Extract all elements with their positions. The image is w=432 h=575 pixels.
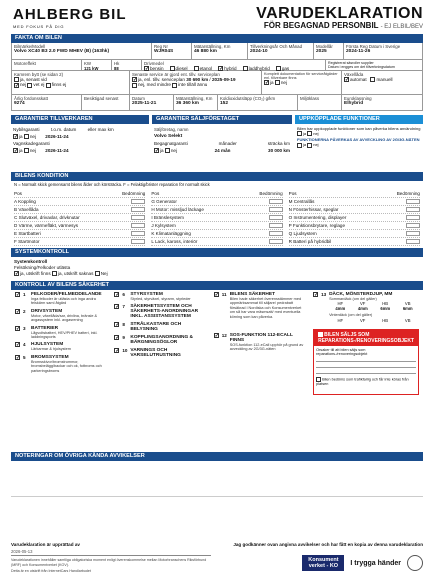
fuel-label: bensin [150, 66, 164, 71]
gear-manual-checkbox[interactable] [370, 77, 375, 82]
tire-depth: 6mm [380, 306, 391, 312]
system-control: Systemkontroll Felsökning/Felkoder utlästa ✓ja, utskrift finns ja, utskrift saknas Nej [11, 257, 423, 281]
condition-rating-field[interactable] [406, 231, 420, 236]
fact-cell: Modellår 2025 [314, 43, 344, 60]
used-warranty-no-checkbox[interactable] [165, 148, 170, 153]
fact-cell: Miljöklass [298, 95, 342, 111]
condition-rating-field[interactable] [406, 199, 420, 204]
condition-rating-field[interactable] [131, 215, 145, 220]
page-title: VARUDEKLARATION [256, 5, 423, 22]
safety-checkbox[interactable] [15, 292, 20, 297]
condition-item: J Kylsystem [151, 222, 282, 230]
safety-checkbox[interactable] [114, 292, 119, 297]
condition-item: N Fönsterhissar, speglar [289, 206, 420, 214]
safety-item: ✓ 6 STYRSYSTEM Styrled, styrväxel, styrarm, styrleder [114, 292, 205, 301]
tire-depth: 6mm [402, 306, 413, 312]
used-warranty-yes-checkbox[interactable] [154, 148, 159, 153]
safety-checkbox[interactable] [15, 326, 20, 331]
printout-yes-checkbox[interactable] [14, 271, 19, 276]
fuel-label: diesel [175, 66, 188, 71]
belt-unknown-checkbox[interactable] [27, 83, 32, 88]
condition-item: O Instrumentering, displayer [289, 214, 420, 222]
condition-rating-field[interactable] [131, 239, 145, 244]
condition-grid: Pos Bedömning A Koppling B Växellåda C Slutväxel, drivaxlar, drivknutar D Värme, värmefläkt, värmesys E Startbatteri F Startmotor Pos Bedömning G Generator H Motor: missljud läckage I Bränslesystem J Kylsystem K Klimatanläggning L Lack, kaross, interiör Pos Bedömning M Centrallås N Fönsterhissar, speglar O Instrumentering, displayer P Funktionsbrytare, reglage Q Ljudsystem R Batteri på hybridbil [14, 191, 420, 244]
fact-cell: Tillverkningsår Och Månad 2024-10 [248, 43, 314, 60]
fuel-label: gas [281, 66, 290, 71]
condition-item: L Lack, kaross, interiör [151, 238, 282, 246]
condition-rating-field[interactable] [406, 207, 420, 212]
signature-footer: Varudeklaration är upprättad av Jag godkänner ovan angivna avvikelser och har fått en kopia av denna varudeklaration 2026-05-13 Varudeklarationen innehåller samtliga obligatoriska moment enligt överenskommelse mellan Motorbranschens Riksförbund (MRF) och Konsumentverket (KOV). Detta är en utskrift från InternetCars Handlarbudet Konsument verket - KO I trygga händer [11, 542, 423, 573]
safety-checkbox[interactable] [15, 342, 20, 347]
docs-no-checkbox[interactable] [275, 80, 280, 85]
condition-item: K Klimatanläggning [151, 230, 282, 238]
safety-item: ✓ 9 KOPPLINGSANORDNING & BÄRGNINGSÖGLOR [114, 335, 205, 345]
condition-rating-field[interactable] [131, 207, 145, 212]
condition-item: E Startbatteri [14, 230, 145, 238]
safety-item: ✓ 12 SOS-FUNKTION 112-ECALL FINNS SOS-funktion 112-eCall upphör på grund av avveckling av 2G/3G-näten [214, 333, 305, 352]
tires-checkbox[interactable] [313, 292, 318, 297]
safety-item: ✓ 2 DRIVSYSTEM Motor, växellåda/sar, drivlina, bränsle & avgassystem inkl. avgasrening [15, 309, 106, 323]
condition-item: B Växellåda [14, 206, 145, 214]
fact-cell: Datum 2025-11-21 [130, 95, 174, 111]
dealer-warranty: GARANTIER SÄLJFÖRETAGET Säljföretag, namn Volvo Selekt Begagnatgaranti månader sträcka km ✓ja nej 24 mån 30 000 km [152, 115, 292, 169]
section-systemcontrol: SYSTEMKONTROLL [11, 248, 423, 257]
safety-item: ✓ 8 STRÅLKASTARE OCH BELYSNING [114, 322, 205, 332]
safety-item: ✓ 10 VARNINGS OCH VARSELUTRUSTNING [114, 348, 205, 358]
seal-icon [407, 555, 423, 571]
fuel-label: hybrid [224, 66, 237, 71]
section-safety: KONTROLL AV BILENS SÄKERHET [11, 281, 423, 290]
page-subtitle: FÖR BEGAGNAD PERSONBIL - EJ ELBIL/BEV [263, 21, 423, 30]
fuel-options: Drivmedel ✓bensin diesel etanol✓ hybrid laddhybrid gas [142, 60, 326, 71]
connected-functions: UPPKÖPPLADE FUNKTIONER Bilen har uppkopplade funktioner som kan påverka bilens användning ja nej FUNKTIONERNA PÅVERKAS AV AVVECKLING AV 2G/3G-NÄTEN ja nej [295, 115, 423, 169]
condition-rating-field[interactable] [406, 239, 420, 244]
safety-item: ✓ 5 BROMSSYSTEM Bromsskivor/bromstrummor, bromsbelägg/backar och ok, fotbroms och parkeringsbroms [15, 355, 106, 373]
condition-item: H Motor: missljud läckage [151, 206, 282, 214]
fact-cell: Mätarställning, Km 36 360 km [174, 95, 218, 111]
fact-cell: Årlig fordonsskatt 9274 [12, 95, 82, 111]
tire-depth: 4mm [335, 306, 346, 312]
fact-cell: Bilmärke/Modell Volvo XC40 B3 2.0 FWD MHEV (B) (163hk) [12, 43, 152, 60]
trust-slogan: I trygga händer [350, 559, 401, 567]
konsumentverket-logo: Konsument verket - KO [302, 555, 344, 571]
fact-cell: Besiktigad senast [82, 95, 130, 111]
section-condition: BILENS KONDITION [11, 172, 423, 181]
condition-item: D Värme, värmefläkt, värmesys [14, 222, 145, 230]
condition-item: Q Ljudsystem [289, 230, 420, 238]
safety-item: ✓ 1 FELKODER/FELMEDDELANDE Inga felkoder är utlästa och inga andra felskärm saml åtgärd [15, 292, 106, 306]
safety-checkbox[interactable] [214, 292, 219, 297]
brand-name: AHLBERG BIL [13, 6, 127, 23]
fuel-label: laddhybrid [248, 66, 270, 71]
safety-item: ✓ 11 BILENS SÄKERHET Bilen hade säkerhet överensstämmer med uppmärksammat till säljare/ pedrabatt försäkrad i Nordiska och Konsumentverket om så har vara mäsmsatt/ med eventuella körning som kan påverka. [214, 292, 305, 319]
network-yes-checkbox[interactable] [297, 143, 302, 148]
safety-checkbox[interactable] [114, 335, 119, 340]
fact-cell: Koldioxidutsläpp (CO₂) g/km 152 [218, 95, 298, 111]
condition-rating-field[interactable] [269, 239, 283, 244]
condition-item: M Centrallås [289, 198, 420, 206]
fact-cell: Euroklassning Elhybrid [342, 95, 423, 111]
safety-item: ✓ 3 BATTERIER Lågvoltsbatteri, HEV/PHEV batteri, inkl. laddningsports [15, 326, 106, 340]
fact-cell: Mätarställning, Km 46 880 km [192, 43, 248, 60]
newcar-warranty-no-checkbox[interactable] [24, 134, 29, 139]
condition-item: C Slutväxel, drivaxlar, drivknutar [14, 214, 145, 222]
brand-tagline: MED FOKUS PÅ DIG [13, 24, 65, 29]
printout-missing-checkbox[interactable] [52, 271, 57, 276]
repair-object-checkbox[interactable] [318, 332, 323, 337]
condition-item: G Generator [151, 198, 282, 206]
safety-checkbox[interactable] [114, 322, 119, 327]
facts-row-1 [11, 43, 423, 60]
damage-warranty-yes-checkbox[interactable] [13, 148, 18, 153]
connected-yes-checkbox[interactable] [297, 131, 302, 136]
repair-object-box: BILEN SÄLJS SOM REPARATIONS-/RENOVERINGSOBJEKT Orsaker till att bilen säljs som reparations-/renoveringsobjekt Bilen bedöms som trafikfarlig och får inte köras från platsen [313, 329, 419, 395]
safety-checkbox[interactable] [214, 333, 219, 338]
damage-warranty-no-checkbox[interactable] [24, 148, 29, 153]
belt-no-checkbox[interactable] [14, 83, 19, 88]
condition-rating-field[interactable] [406, 215, 420, 220]
condition-rating-field[interactable] [131, 231, 145, 236]
safety-checkbox[interactable] [15, 355, 20, 360]
safety-item: ✓ 7 SÄKERHETSSYSTEM OCH SÄKERHETS-ANORDNINGAR INKL. ASSISTANSSYSTEM [114, 304, 205, 319]
safety-checkbox[interactable] [114, 304, 119, 309]
service-notyet-checkbox[interactable] [172, 83, 177, 88]
gear-auto-checkbox[interactable] [344, 77, 349, 82]
condition-item: I Bränslesystem [151, 214, 282, 222]
manufacturer-warranty: GARANTIER TILLVERKAREN Nybilsgaranti t.o.m. datum eller max km ✓ja nej 2026-11-24 Vagnskadegaranti ✓ja nej 2026-11-24 [11, 115, 149, 169]
condition-rating-field[interactable] [269, 231, 283, 236]
condition-rating-field[interactable] [269, 207, 283, 212]
condition-rating-field[interactable] [131, 199, 145, 204]
docs-yes-checkbox[interactable] [264, 80, 269, 85]
facts-row-4 [11, 95, 423, 111]
network-no-checkbox[interactable] [307, 143, 312, 148]
facts-row-2: Motoreffekt KW 121 kW Hk 88 Drivmedel ✓bensin diesel etanol✓ hybrid laddhybrid gas Registrerat säsroller supplier Datum i engges om det tillverkningsdatum [11, 60, 423, 71]
condition-rating-field[interactable] [269, 223, 283, 228]
fact-cell: Reg Nr WJR04S [152, 43, 192, 60]
belt-none-checkbox[interactable] [46, 83, 51, 88]
condition-item: P Funktionsbrytare, reglage [289, 222, 420, 230]
condition-item: A Koppling [14, 198, 145, 206]
notes-area[interactable] [11, 461, 423, 497]
section-facts: FAKTA OM BILEN [11, 34, 423, 43]
service-no-checkbox[interactable] [132, 83, 137, 88]
facts-row-3: Kamrem bytt (se sidan 2) ja, senast vid ✓nej vet ej finns ej Senaste service är gjord ent. tillv. serviceplan ✓ja, enl. tillv. serviceplan 30 690 km / 2025-09-19 nej, med mindre inte tilläll ännu Komplett dokumentation för serviceåtgärder enl. tillverkare finns ✓ja nej Växellåda ✓automat manuell [11, 71, 423, 95]
condition-item: R Batteri på hybridbil [289, 238, 420, 246]
safety-item: ✓ 4 HJULSYSTEM Lärkarmar & hjulsystem [15, 342, 106, 351]
newcar-warranty-yes-checkbox[interactable] [13, 134, 18, 139]
condition-rating-field[interactable] [269, 199, 283, 204]
printout-no-checkbox[interactable] [95, 271, 100, 276]
fact-cell: Första Reg Datum i Sverige 2024-11-26 [344, 43, 423, 60]
safety-checkbox[interactable] [15, 309, 20, 314]
tire-depth: 4mm [357, 306, 368, 312]
condition-rating-field[interactable] [269, 215, 283, 220]
safety-checkbox[interactable] [114, 348, 119, 353]
condition-rating-field[interactable] [406, 223, 420, 228]
section-notes: NOTERINGAR OM ÖVRIGA KÄNDA AVVIKELSER [11, 452, 423, 461]
fuel-label: etanol [199, 66, 213, 71]
safety-grid: ✓ 1 FELKODER/FELMEDDELANDE Inga felkoder är utlästa och inga andra felskärm saml åtgärd ✓ 2 DRIVSYSTEM Motor, växellåda/sar, drivlina, bränsle & avgassystem inkl. avgasrening ✓ 3 BATTERIER Lågvoltsbatteri, HEV/PHEV batteri, inkl. laddningsports ✓ 4 HJULSYSTEM Lärkarmar & hjulsystem ✓ 5 BROMSSYSTEM Bromsskivor/bromstrummor, bromsbelägg/backar och ok, fotbroms och parkeringsbroms ✓ 6 STYRSYSTEM Styrled, styrväxel, styrarm, styrleder ✓ 7 SÄKERHETSSYSTEM OCH SÄKERHETS-ANORDNINGAR INKL. ASSISTANSSYSTEM ✓ 8 STRÅLKASTARE OCH BELYSNING ✓ 9 KOPPLINGSANORDNING & BÄRGNINGSÖGLOR ✓ 10 VARNINGS OCH VARSELUTRUSTNING ✓ 11 BILENS SÄKERHET Bilen hade säkerhet överensstämmer med uppmärksammat till säljare/ pedrabatt försäkrad i Nordiska och Konsumentverket om så har vara mäsmsatt/ med eventuella körning som kan påverka. ✓ 12 SOS-FUNKTION 112-ECALL FINNS SOS-funktion 112-eCall upphör på grund av avveckling av 2G/3G-näten ✓ 13 DÄCK, MÖNSTERDJUP, MM Sommardäck (om del gäller) HF VF HB VB 4mm 4mm 6mm 6mm Vinterdäck (om del gäller) HF VF HB VB BILEN SÄLJS SOM REPARATIONS-/RENOVERINGSOBJEKT Orsaker till att bilen säljs som reparations-/renoveringsobjekt Bilen bedöms som trafikfarlig och får inte köras från platsen [11, 290, 423, 452]
condition-rating-field[interactable] [131, 223, 145, 228]
company-logo [13, 6, 127, 29]
condition-item: F Startmotor [14, 238, 145, 246]
condition-legend: N = Normalt skick gemensamt bilens ålder och körsträcka. F = Felaktig/brister reparation för normalt skick [14, 182, 210, 187]
connected-no-checkbox[interactable] [307, 131, 312, 136]
